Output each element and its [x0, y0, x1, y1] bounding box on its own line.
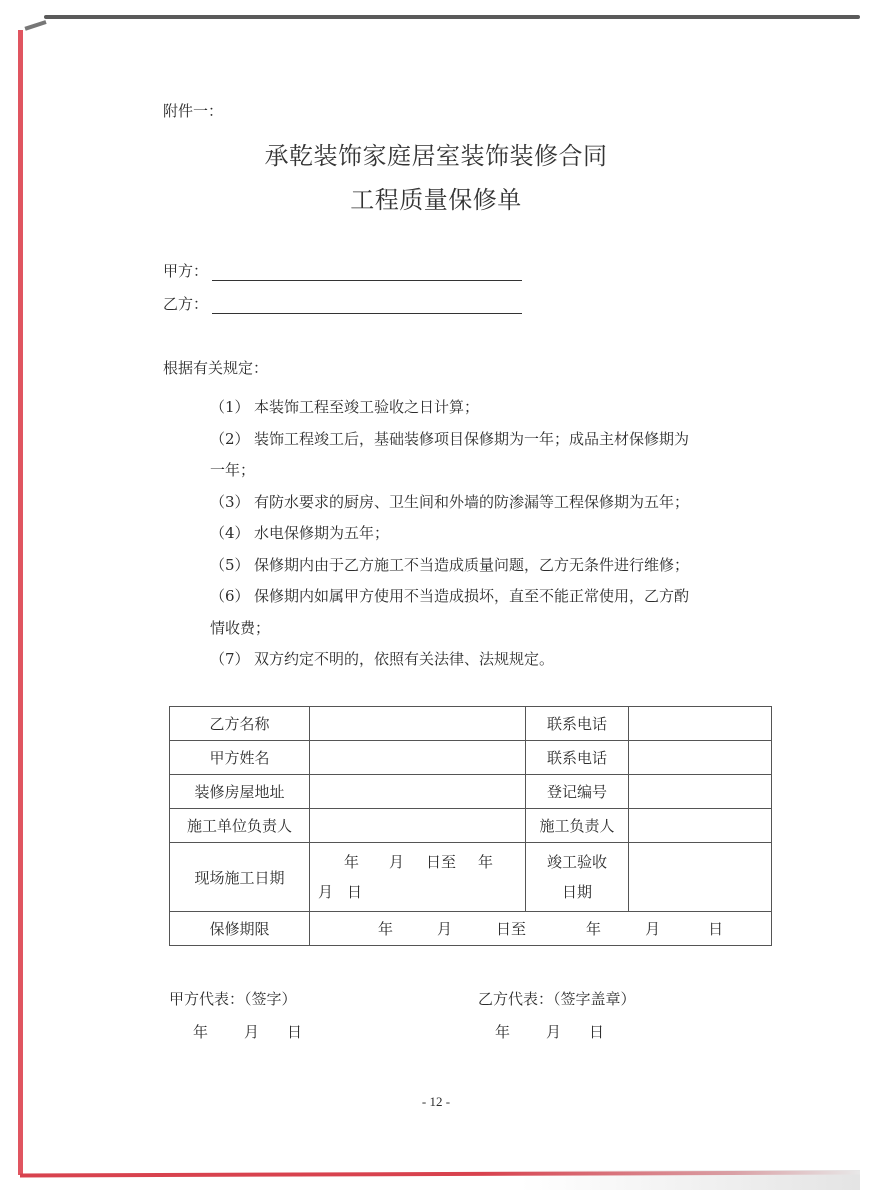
clause-item: [210, 518, 770, 550]
clause-item: [210, 487, 770, 519]
clause-item: [210, 392, 770, 424]
clause-item: [210, 424, 770, 487]
label-line: 竣工验收: [546, 853, 607, 871]
cell-label: 施工负责人: [526, 809, 629, 843]
party-b-signature-date[interactable]: [495, 1021, 604, 1042]
party-a-representative-label: 甲方代表：（签字）: [169, 990, 297, 1008]
clause-continuation: 一年；: [210, 461, 256, 479]
party-a-label: 甲方：: [163, 262, 209, 280]
date-year: 年: [193, 1023, 209, 1041]
table-row: [170, 912, 772, 946]
page-edge-corner: [24, 20, 46, 31]
completion-date-label: [526, 843, 629, 912]
table-row: [170, 707, 772, 741]
party-a-phone-field[interactable]: [629, 741, 772, 775]
date-year: 年: [378, 920, 394, 938]
clause-number: （2）: [210, 429, 250, 448]
page-top-edge: [44, 15, 860, 19]
page-number: - 12 -: [421, 1094, 451, 1109]
party-b-row: [163, 293, 522, 314]
date-month: 月: [244, 1023, 260, 1041]
clause-number: （5）: [210, 555, 250, 574]
party-b-name-field[interactable]: [310, 707, 526, 741]
cell-label: 联系电话: [526, 707, 629, 741]
party-b-representative-label: 乙方代表：（签字盖章）: [478, 990, 636, 1008]
warranty-period-field[interactable]: [310, 912, 772, 946]
date-month: 月: [318, 883, 334, 901]
clause-text: 有防水要求的厨房、卫生间和外墙的防渗漏等工程保修期为五年；: [254, 492, 690, 511]
table-row: [170, 775, 772, 809]
document-subtitle: 工程质量保修单: [350, 186, 522, 214]
date-day: 日: [708, 920, 724, 938]
party-b-label: 乙方：: [163, 295, 209, 313]
cell-label: 现场施工日期: [170, 843, 310, 912]
clause-item: [210, 550, 770, 582]
clause-number: （1）: [210, 398, 250, 416]
party-a-field[interactable]: [212, 264, 522, 281]
clause-number: （7）: [210, 650, 250, 668]
registration-number-field[interactable]: [629, 775, 772, 809]
date-year: 年: [495, 1023, 511, 1041]
cell-label: 装修房屋地址: [170, 775, 310, 809]
clause-text: 保修期内由于乙方施工不当造成质量问题，乙方无条件进行维修；: [254, 555, 690, 574]
party-a-row: [163, 260, 522, 281]
date-month: 月: [437, 920, 453, 938]
clause-continuation: 情收费；: [210, 618, 271, 637]
date-day-to: 日至: [496, 920, 527, 938]
clause-text: 本装饰工程至竣工验收之日计算；: [254, 398, 480, 416]
cell-label: 乙方名称: [170, 707, 310, 741]
cell-label: 登记编号: [526, 775, 629, 809]
date-month: 月: [546, 1023, 562, 1041]
label-line: 日期: [561, 883, 592, 901]
cell-label: 保修期限: [170, 912, 310, 946]
date-month: 月: [645, 920, 661, 938]
party-b-phone-field[interactable]: [629, 707, 772, 741]
clause-text: 装饰工程竣工后，基础装修项目保修期为一年；成品主材保修期为: [254, 429, 690, 448]
clause-number: （3）: [210, 492, 250, 511]
construction-date-field[interactable]: [310, 843, 526, 912]
clause-number: （6）: [210, 587, 250, 605]
clause-text: 水电保修期为五年；: [254, 524, 390, 542]
date-day-to: 日至: [426, 853, 457, 871]
party-a-name-field[interactable]: [310, 741, 526, 775]
date-year: 年: [344, 853, 360, 871]
clause-number: （4）: [210, 524, 250, 542]
completion-date-field[interactable]: [629, 843, 772, 912]
date-day: 日: [347, 883, 363, 901]
document-title: 承乾装饰家庭居室装饰装修合同: [264, 142, 608, 170]
construction-manager-field[interactable]: [629, 809, 772, 843]
warranty-info-table: [169, 706, 772, 946]
date-month: 月: [389, 853, 405, 871]
date-year: 年: [478, 853, 494, 871]
clause-list: [210, 392, 770, 676]
party-b-field[interactable]: [212, 297, 522, 314]
contractor-manager-field[interactable]: [310, 809, 526, 843]
clause-text: 保修期内如属甲方使用不当造成损坏，直至不能正常使用，乙方酌: [254, 587, 690, 605]
party-a-signature-date[interactable]: [193, 1021, 302, 1042]
table-row: [170, 809, 772, 843]
clause-text: 双方约定不明的，依照有关法律、法规规定。: [254, 650, 555, 668]
cell-label: 甲方姓名: [170, 741, 310, 775]
annex-label: 附件一：: [163, 102, 224, 120]
table-row: [170, 741, 772, 775]
date-year: 年: [586, 920, 602, 938]
clause-item: [210, 581, 770, 644]
cell-label: 联系电话: [526, 741, 629, 775]
clause-item: [210, 644, 770, 676]
date-day: 日: [589, 1023, 605, 1041]
table-row: [170, 843, 772, 912]
basis-heading: 根据有关规定：: [163, 359, 269, 377]
cell-label: 施工单位负责人: [170, 809, 310, 843]
address-field[interactable]: [310, 775, 526, 809]
date-day: 日: [287, 1023, 303, 1041]
